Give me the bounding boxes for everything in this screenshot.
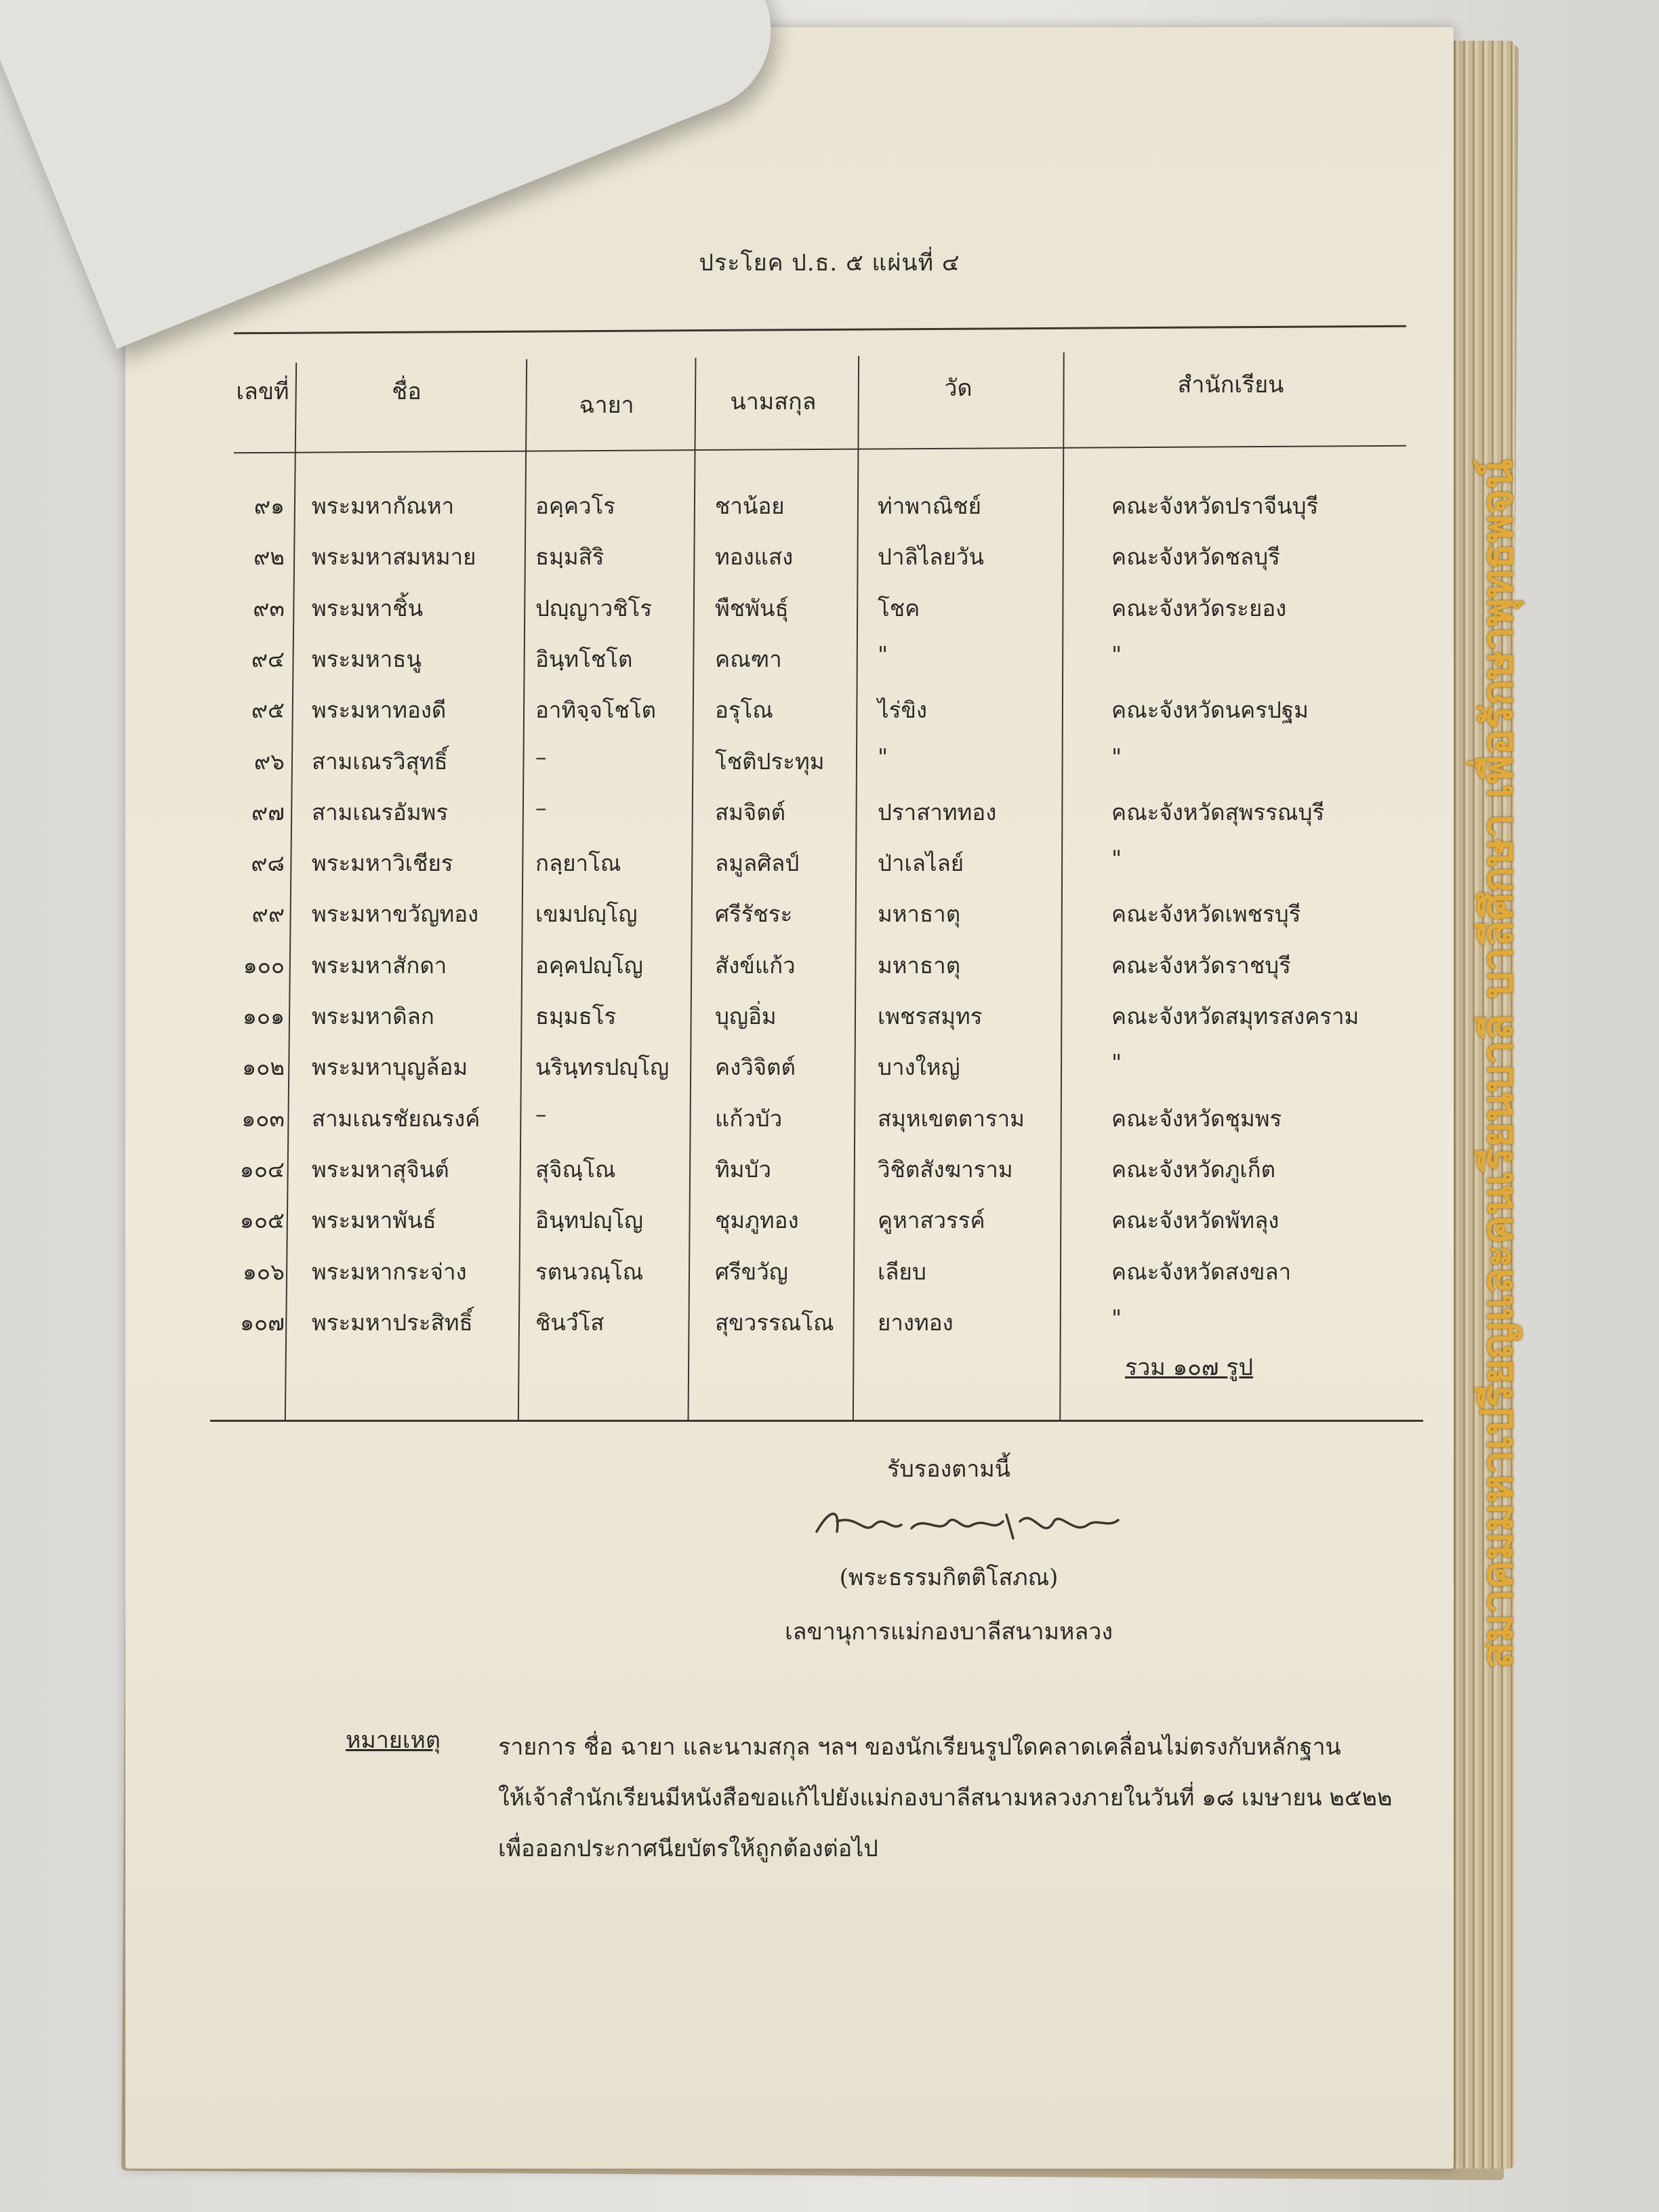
total-count: รวม ๑๐๗ รูป (1125, 1354, 1254, 1381)
table-row (0, 1049, 1659, 1090)
row-chaya: กลฺยาโณ (535, 850, 621, 877)
row-number: ๙๖ (253, 747, 285, 775)
table-row (0, 1202, 1659, 1243)
row-temple: โชค (878, 594, 920, 621)
row-temple: วิชิตสังฆาราม (878, 1155, 1013, 1183)
row-surname: ลมูลศิลป์ (715, 850, 800, 877)
note-line: ให้เจ้าสำนักเรียนมีหนังสือขอแก้ไปยังแม่กองบาลีสนามหลวงภายในวันที่ ๑๘ เมษายน ๒๕๒๒ (498, 1784, 1393, 1811)
row-chaya: สุจิณฺโณ (535, 1155, 616, 1183)
row-number: ๑๐๕ (239, 1207, 285, 1234)
signature (810, 1494, 1122, 1555)
row-temple: มหาธาตุ (878, 901, 961, 928)
signer-name: (พระธรรมกิตติโสภณ) (839, 1564, 1059, 1591)
row-temple: มหาธาตุ (878, 951, 961, 979)
row-name: พระมหาสมหมาย (312, 544, 476, 571)
table-row (0, 1305, 1659, 1345)
row-surname: อรุโณ (715, 697, 773, 724)
row-school: คณะจังหวัดชลบุรี (1111, 544, 1280, 571)
table-row (0, 947, 1659, 988)
row-chaya: ธมฺมสิริ (535, 544, 605, 571)
note-label: หมายเหตุ (346, 1727, 441, 1754)
table-row (0, 590, 1659, 631)
row-name: พระมหาทองดี (312, 697, 447, 724)
row-surname: สังข์แก้ว (715, 951, 796, 979)
row-chaya: อคฺคปญฺโญ (535, 951, 643, 979)
row-chaya: อาทิจฺจโชโต (535, 697, 657, 724)
row-number: ๙๑ (253, 493, 285, 519)
row-number: ๑๐๓ (241, 1105, 285, 1132)
table-row (0, 488, 1659, 529)
table-row (0, 539, 1659, 579)
header-school: สำนักเรียน (1177, 371, 1284, 398)
row-number: ๙๔ (251, 645, 285, 672)
row-temple: เพชรสมุทร (878, 1003, 983, 1029)
row-school: คณะจังหวัดพัทลุง (1111, 1207, 1279, 1234)
row-name: พระมหาขวัญทอง (312, 901, 479, 928)
row-school: คณะจังหวัดสงขลา (1111, 1258, 1292, 1285)
table-row (0, 794, 1659, 835)
table-bottom-rule (210, 1420, 1423, 1422)
table-row (0, 1151, 1659, 1192)
row-name: พระมหากระจ่าง (312, 1258, 467, 1285)
row-chaya: ธมฺมธโร (535, 1003, 617, 1029)
row-number: ๑๐๒ (242, 1054, 285, 1081)
row-number: ๑๐๖ (242, 1258, 285, 1285)
row-school: คณะจังหวัดสมุทรสงคราม (1111, 1003, 1359, 1029)
row-school: คณะจังหวัดนครปฐม (1111, 697, 1309, 724)
header-chaya: ฉายา (579, 392, 634, 419)
table-row (0, 896, 1659, 937)
row-temple: บางใหญ่ (878, 1054, 960, 1081)
table-row (0, 1101, 1659, 1141)
row-name: พระมหาประสิทธิ์ (312, 1309, 473, 1336)
row-chaya: เขมปญฺโญ (535, 901, 638, 928)
row-name: พระมหาชิ้น (312, 594, 424, 621)
row-surname: ชุมภูทอง (715, 1207, 799, 1234)
row-surname: ทองแสง (715, 544, 794, 571)
row-name: พระมหาวิเชียร (312, 850, 453, 877)
row-temple: " (878, 743, 888, 770)
row-temple: ปาลิไลยวัน (878, 544, 984, 571)
row-number: ๑๐๑ (242, 1003, 285, 1029)
row-name: พระมหาสักดา (312, 951, 447, 979)
row-number: ๙๙ (251, 901, 285, 928)
row-school: " (1111, 845, 1122, 872)
row-surname: โชติประทุม (715, 747, 825, 775)
row-temple: ไร่ขิง (878, 697, 927, 724)
row-temple: ท่าพาณิชย์ (878, 493, 981, 519)
row-surname: ชาน้อย (715, 493, 785, 519)
table-row (0, 845, 1659, 886)
row-name: พระมหากัณหา (312, 493, 455, 519)
row-chaya: – (535, 1100, 547, 1127)
row-school: " (1111, 1304, 1122, 1331)
row-chaya: ชินวํโส (535, 1309, 605, 1336)
row-school: " (1111, 1049, 1122, 1076)
signer-title: เลขานุการแม่กองบาลีสนามหลวง (785, 1618, 1113, 1645)
row-surname: ศรีขวัญ (715, 1258, 788, 1285)
table-row (0, 641, 1659, 682)
row-chaya: อินฺทปญฺโญ (535, 1207, 644, 1234)
note-line: เพื่อออกประกาศนียบัตรให้ถูกต้องต่อไป (498, 1835, 878, 1862)
row-number: ๑๐๔ (239, 1155, 285, 1183)
row-number: ๙๘ (251, 850, 285, 877)
row-surname: สุขวรรณโณ (715, 1309, 834, 1336)
row-temple: " (878, 640, 888, 668)
header-surname: นามสกุล (730, 388, 817, 415)
row-chaya: – (535, 743, 547, 770)
row-chaya: ปญฺญาวชิโร (535, 594, 653, 621)
row-number: ๙๕ (251, 697, 285, 724)
row-name: พระมหาบุญล้อม (312, 1054, 468, 1081)
row-surname: บุญอิ่ม (715, 1003, 777, 1029)
row-temple: ป่าเลไลย์ (878, 850, 964, 877)
row-school: คณะจังหวัดระยอง (1111, 594, 1287, 621)
row-surname: พืชพันธุ์ (715, 594, 789, 621)
row-chaya: อคฺควโร (535, 493, 615, 519)
row-school: คณะจังหวัดชุมพร (1111, 1105, 1282, 1132)
row-number: ๙๓ (253, 594, 285, 621)
table-row (0, 692, 1659, 733)
row-chaya: อินฺทโชโต (535, 645, 633, 672)
table-row (0, 743, 1659, 784)
row-school: " (1111, 640, 1122, 668)
row-chaya: – (535, 794, 547, 821)
row-name: พระมหาธนู (312, 645, 422, 672)
row-name: สามเณรวิสุทธิ์ (312, 747, 448, 775)
row-temple: ยางทอง (878, 1309, 954, 1336)
row-name: สามเณรชัยณรงค์ (312, 1105, 480, 1132)
row-name: พระมหาสุจินต์ (312, 1155, 449, 1183)
row-school: คณะจังหวัดเพชรบุรี (1111, 901, 1301, 928)
row-surname: ศรีรัชระ (715, 901, 793, 928)
row-surname: คงวิจิตต์ (715, 1054, 796, 1081)
row-surname: ทิมบัว (715, 1155, 771, 1183)
row-surname: แก้วบัว (715, 1105, 783, 1132)
row-school: คณะจังหวัดปราจีนบุรี (1111, 493, 1319, 519)
row-number: ๑๐๐ (243, 951, 285, 979)
row-chaya: รตนวณฺโณ (535, 1258, 644, 1285)
header-name: ชื่อ (392, 378, 422, 405)
row-name: พระมหาพันธ์ (312, 1207, 436, 1234)
row-number: ๙๗ (251, 798, 285, 825)
document-title: ประโยค ป.ธ. ๕ แผ่นที่ ๔ (699, 249, 960, 276)
table-row (0, 1254, 1659, 1294)
header-number: เลขที่ (236, 378, 289, 405)
note-line: รายการ ชื่อ ฉายา และนามสกุล ฯลฯ ของนักเรียนรูปใดคลาดเคลื่อนไม่ตรงกับหลักฐาน (498, 1734, 1341, 1761)
header-temple: วัด (944, 375, 972, 402)
row-number: ๙๒ (253, 544, 285, 571)
row-temple: คูหาสวรรค์ (878, 1207, 985, 1234)
row-number: ๑๐๗ (240, 1309, 285, 1336)
row-temple: เลียบ (878, 1258, 926, 1285)
row-name: พระมหาดิลก (312, 1003, 434, 1029)
table-row (0, 998, 1659, 1039)
row-school: คณะจังหวัดภูเก็ต (1111, 1155, 1276, 1183)
row-school: " (1111, 743, 1122, 770)
row-surname: สมจิตต์ (715, 798, 786, 825)
row-school: คณะจังหวัดสุพรรณบุรี (1111, 798, 1325, 825)
row-chaya: นรินฺทรปญฺโญ (535, 1054, 670, 1081)
certify-text: รับรองตามนี้ (887, 1456, 1010, 1483)
row-temple: สมุหเขตตาราม (878, 1105, 1025, 1132)
row-school: คณะจังหวัดราชบุรี (1111, 951, 1291, 979)
row-name: สามเณรอัมพร (312, 798, 449, 825)
row-temple: ปราสาททอง (878, 798, 997, 825)
watermark-text: สมาคมมหาเปรียญและคนเรียนบาลี บาลีศึกษา เพื่อรักษาพุทธพจน์ (1473, 459, 1523, 1669)
row-surname: คณฑา (715, 645, 782, 672)
